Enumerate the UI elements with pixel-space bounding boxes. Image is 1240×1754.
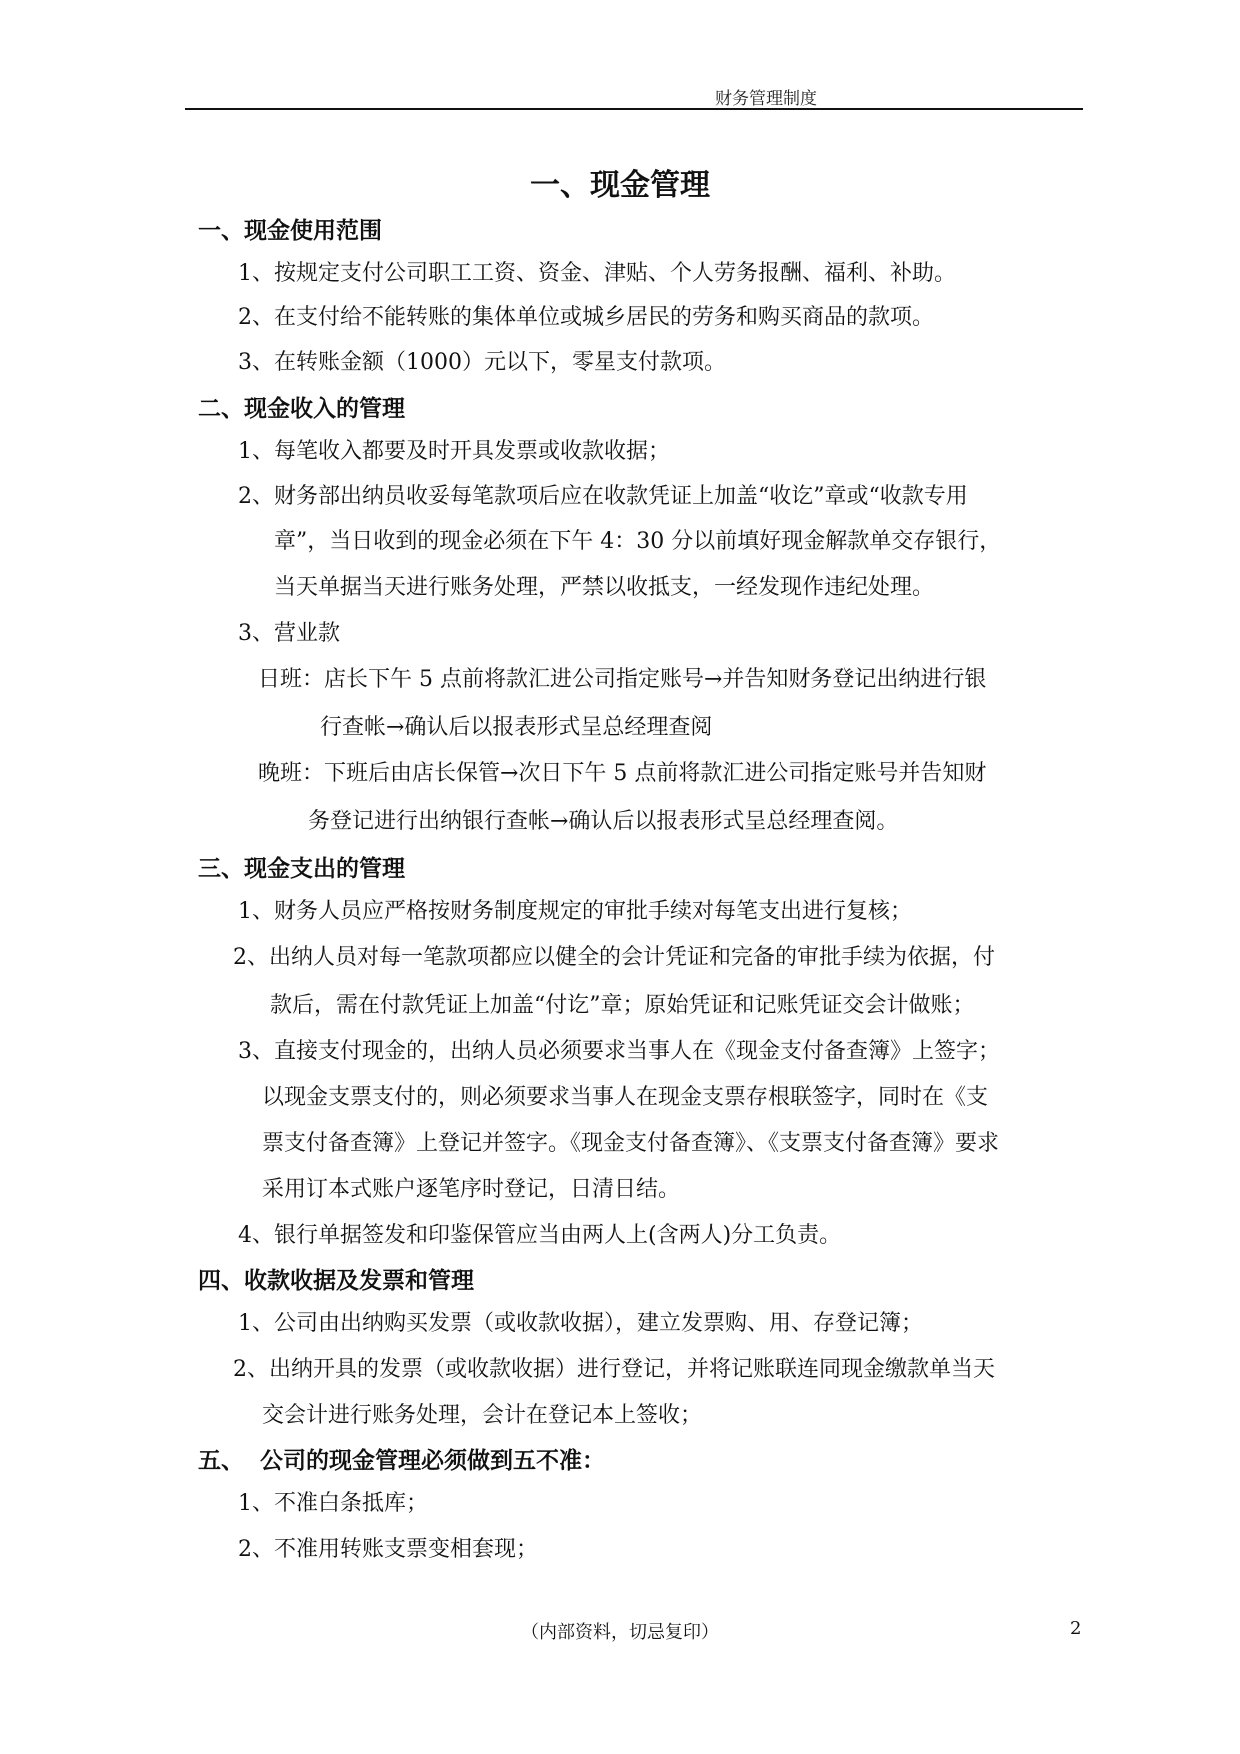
paragraph-line: 1、不准白条抵库；	[238, 1491, 428, 1516]
paragraph-line: 1、按规定支付公司职工工资、资金、津贴、个人劳务报酬、福利、补助。	[238, 261, 956, 286]
paragraph-line: 交会计进行账务处理，会计在登记本上签收；	[262, 1403, 703, 1428]
header-title: 财务管理制度	[715, 89, 817, 109]
paragraph-line: 3、营业款	[238, 621, 340, 646]
section-heading-4: 四、收款收据及发票和管理	[198, 1268, 474, 1294]
paragraph-line: 1、财务人员应严格按财务制度规定的审批手续对每笔支出进行复核；	[238, 899, 912, 924]
paragraph-line: 3、在转账金额（1000）元以下，零星支付款项。	[238, 350, 726, 375]
paragraph-line: 2、出纳开具的发票（或收款收据）进行登记，并将记账联连同现金缴款单当天	[233, 1357, 995, 1382]
paragraph-line: 当天单据当天进行账务处理，严禁以收抵支，一经发现作违纪处理。	[274, 575, 935, 600]
section-heading-5: 五、 公司的现金管理必须做到五不准：	[198, 1448, 606, 1474]
paragraph-line: 采用订本式账户逐笔序时登记，日清日结。	[262, 1177, 681, 1202]
page-number: 2	[1070, 1618, 1082, 1639]
paragraph-line: 1、公司由出纳购买发票（或收款收据），建立发票购、用、存登记簿；	[238, 1311, 923, 1336]
section-heading-3: 三、现金支出的管理	[198, 856, 405, 882]
section-heading-1: 一、现金使用范围	[198, 218, 382, 244]
paragraph-line: 务登记进行出纳银行查帐→确认后以报表形式呈总经理查阅。	[308, 809, 899, 834]
paragraph-line: 2、出纳人员对每一笔款项都应以健全的会计凭证和完备的审批手续为依据，付	[233, 945, 995, 970]
paragraph-line: 4、银行单据签发和印鉴保管应当由两人上(含两人)分工负责。	[238, 1223, 842, 1248]
paragraph-line: 2、不准用转账支票变相套现；	[238, 1537, 538, 1562]
paragraph-line: 2、在支付给不能转账的集体单位或城乡居民的劳务和购买商品的款项。	[238, 305, 934, 330]
paragraph-line: 2、财务部出纳员收妥每笔款项后应在收款凭证上加盖“收讫”章或“收款专用	[238, 484, 968, 509]
paragraph-line: 行查帐→确认后以报表形式呈总经理查阅	[320, 715, 713, 740]
footer-note: （内部资料，切忌复印）	[521, 1622, 719, 1643]
paragraph-line: 票支付备查簿》上登记并签字。《现金支付备查簿》、《支票支付备查簿》要求	[262, 1131, 1000, 1156]
document-title: 一、现金管理	[530, 168, 710, 203]
section-heading-2: 二、现金收入的管理	[198, 396, 405, 422]
paragraph-line: 日班：店长下午 5 点前将款汇进公司指定账号→并告知财务登记出纳进行银	[258, 667, 987, 692]
paragraph-line: 1、每笔收入都要及时开具发票或收款收据；	[238, 439, 670, 464]
paragraph-line: 晚班：下班后由店长保管→次日下午 5 点前将款汇进公司指定账号并告知财	[258, 761, 987, 786]
paragraph-line: 款后，需在付款凭证上加盖“付讫”章；原始凭证和记账凭证交会计做账；	[270, 993, 975, 1018]
paragraph-line: 以现金支票支付的，则必须要求当事人在现金支票存根联签字，同时在《支	[262, 1085, 989, 1110]
header-rule	[185, 108, 1083, 110]
paragraph-line: 章”，当日收到的现金必须在下午 4：30 分以前填好现金解款单交存银行，	[274, 529, 1002, 554]
paragraph-line: 3、直接支付现金的，出纳人员必须要求当事人在《现金支付备查簿》上签字；	[238, 1039, 1000, 1064]
